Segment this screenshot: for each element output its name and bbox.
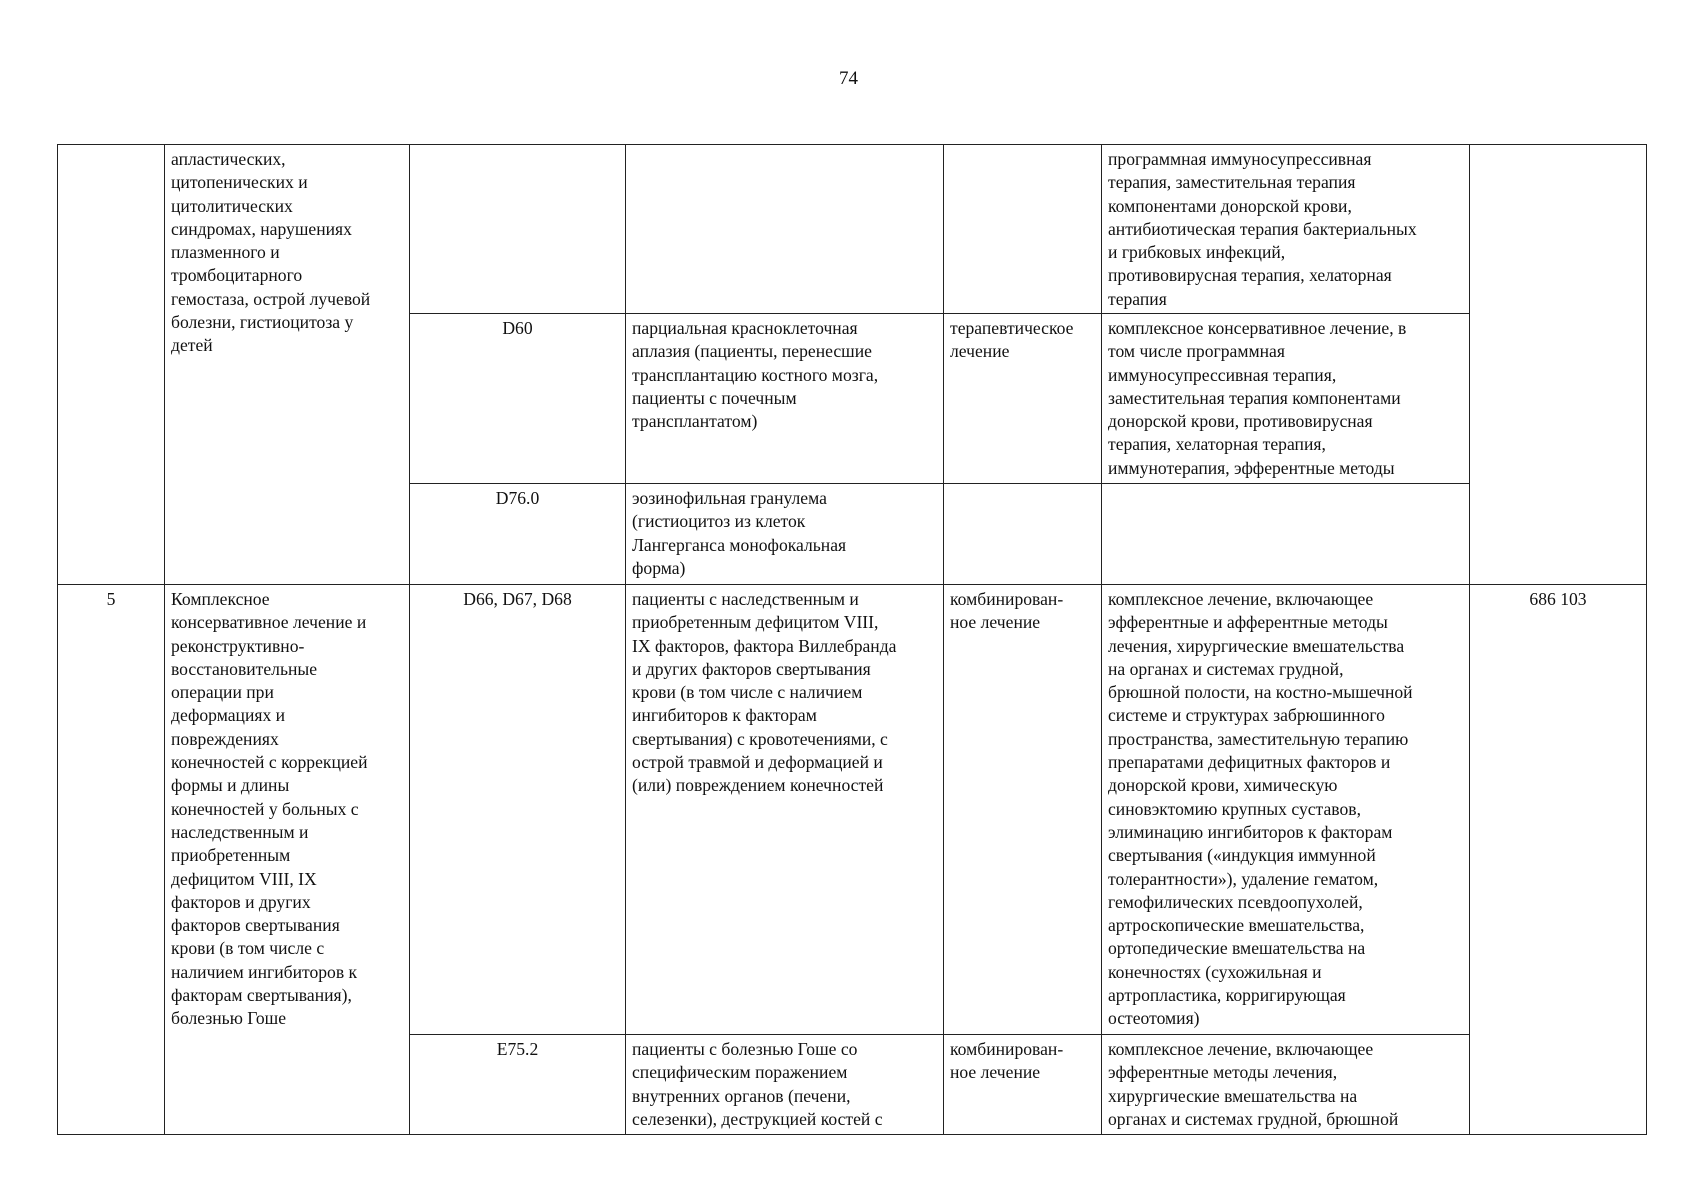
cell-text-line: комплексное лечение, включающее: [1108, 589, 1374, 609]
cell-text-line: гемостаза, острой лучевой: [171, 288, 371, 309]
cell-text-line: пациенты с наследственным и: [632, 589, 859, 609]
cost-cell: [1470, 145, 1647, 585]
cell-text-line: болезни, гистиоцитоза у: [171, 312, 354, 333]
cell-text-line: иммунотерапия, эфферентные методы: [1108, 457, 1395, 478]
cell-text-line: ное лечение: [950, 612, 1041, 633]
cell-text-line: наследственным и: [171, 821, 309, 842]
cell-text-line: толерантности»), удаление гематом,: [1108, 868, 1379, 889]
cell-text-line: программная иммуносупрессивная: [1108, 149, 1372, 169]
icd-code-cell: D76.0: [410, 484, 626, 585]
cell-text-line: хирургические вмешательства на: [1108, 1085, 1358, 1106]
cell-text-line: плазменного и: [171, 242, 280, 263]
cell-text-line: антибиотическая терапия бактериальных: [1108, 218, 1417, 239]
cell-text-line: специфическим поражением: [632, 1062, 848, 1083]
cell-text-line: свертывания («индукция иммунной: [1108, 845, 1376, 866]
treatment-type-cell: [944, 585, 1102, 1035]
cell-text-line: органах и системах грудной, брюшной: [1108, 1108, 1399, 1129]
cell-text-line: свертывания) с кровотечениями, с: [632, 728, 888, 749]
cell-text-line: формы и длины: [171, 775, 290, 796]
cell-text-line: эфферентные и афферентные методы: [1108, 612, 1388, 633]
treatment-type-cell: [944, 1035, 1102, 1135]
cell-text-line: гемофилических псевдоопухолей,: [1108, 891, 1363, 912]
cell-text-line: противовирусная терапия, хелаторная: [1108, 265, 1392, 286]
cell-text-line: форма): [632, 557, 686, 578]
cell-text-line: и других факторов свертывания: [632, 658, 871, 679]
cell-text-line: факторов и других: [171, 891, 311, 912]
table-row: [58, 585, 1647, 1035]
cell-text-line: Лангерганса монофокальная: [632, 534, 847, 555]
patient-model-cell: [626, 314, 944, 484]
cell-text-line: эфферентные методы лечения,: [1108, 1062, 1338, 1083]
cell-text-line: реконструктивно-: [171, 635, 305, 656]
treatment-method-cell: [1102, 145, 1470, 314]
cell-text-line: цитолитических: [171, 195, 293, 216]
cell-text-line: трансплантатом): [632, 411, 758, 432]
patient-model-cell: [626, 1035, 944, 1135]
cell-text-line: эозинофильная гранулема: [632, 488, 827, 508]
cell-text-line: операции при: [171, 682, 274, 703]
cell-text-line: аплазия (пациенты, перенесшие: [632, 341, 872, 362]
cell-text-line: детей: [171, 335, 213, 356]
cell-text-line: пространства, заместительную терапию: [1108, 728, 1409, 749]
cell-text-line: восстановительные: [171, 658, 318, 679]
cell-text-line: артропластика, корригирующая: [1108, 985, 1346, 1006]
cell-text-line: острой травмой и деформацией и: [632, 752, 883, 773]
cell-text-line: артроскопические вмешательства,: [1108, 915, 1365, 936]
cell-text-line: остеотомия): [1108, 1008, 1200, 1029]
cell-text-line: селезенки), деструкцией костей с: [632, 1108, 883, 1129]
cell-text-line: ное лечение: [950, 1062, 1041, 1083]
treatment-method-cell: [1102, 585, 1470, 1035]
patient-model-cell: [626, 145, 944, 314]
cell-text-line: комплексное консервативное лечение, в: [1108, 318, 1407, 338]
row-number-cell: 5: [58, 585, 165, 1135]
cell-text-line: ингибиторов к факторам: [632, 705, 817, 726]
cell-text-line: внутренних органов (печени,: [632, 1085, 851, 1106]
cell-text-line: комбинирован-: [950, 1039, 1064, 1059]
cell-text-line: конечностей с коррекцией: [171, 752, 368, 773]
cell-text-line: на органах и системах грудной,: [1108, 658, 1344, 679]
cell-text-line: консервативное лечение и: [171, 612, 367, 633]
cell-text-line: наличием ингибиторов к: [171, 961, 358, 982]
cell-text-line: приобретенным: [171, 845, 291, 866]
cell-text-line: (гистиоцитоз из клеток: [632, 511, 806, 532]
treatment-method-cell: [1102, 314, 1470, 484]
treatment-type-cell: [944, 145, 1102, 314]
cell-text-line: терапевтическое: [950, 318, 1074, 338]
cell-text-line: терапия, заместительная терапия: [1108, 172, 1356, 193]
cell-text-line: болезнью Гоше: [171, 1008, 287, 1029]
cell-text-line: конечностей у больных с: [171, 798, 359, 819]
cell-text-line: IX факторов, фактора Виллебранда: [632, 635, 897, 656]
icd-code-cell: D66, D67, D68: [410, 585, 626, 1035]
cell-text-line: крови (в том числе с наличием: [632, 682, 863, 703]
cell-text-line: пациенты с почечным: [632, 387, 797, 408]
table-row: [58, 145, 1647, 314]
care-name-cell: [165, 585, 410, 1135]
care-name-cell: [165, 145, 410, 585]
cell-text-line: комплексное лечение, включающее: [1108, 1039, 1374, 1059]
cell-text-line: препаратами дефицитных факторов и: [1108, 752, 1391, 773]
cell-text-line: комбинирован-: [950, 589, 1064, 609]
treatment-type-cell: [944, 484, 1102, 585]
cell-text-line: трансплантацию костного мозга,: [632, 364, 879, 385]
cell-text-line: синовэктомию крупных суставов,: [1108, 798, 1361, 819]
cell-text-line: компонентами донорской крови,: [1108, 195, 1352, 216]
treatment-type-cell: [944, 314, 1102, 484]
cell-text-line: терапия, хелаторная терапия,: [1108, 434, 1326, 455]
medical-care-table: [57, 144, 1647, 1135]
cell-text-line: иммуносупрессивная терапия,: [1108, 364, 1337, 385]
cell-text-line: лечения, хирургические вмешательства: [1108, 635, 1405, 656]
icd-code-cell: D60: [410, 314, 626, 484]
treatment-method-cell: [1102, 484, 1470, 585]
cell-text-line: элиминацию ингибиторов к факторам: [1108, 821, 1393, 842]
cell-text-line: конечностях (сухожильная и: [1108, 961, 1322, 982]
cell-text-line: том числе программная: [1108, 341, 1285, 362]
cell-text-line: и грибковых инфекций,: [1108, 242, 1286, 263]
cell-text-line: крови (в том числе с: [171, 938, 325, 959]
cell-text-line: донорской крови, химическую: [1108, 775, 1338, 796]
cell-text-line: системе и структурах забрюшинного: [1108, 705, 1385, 726]
icd-code-cell: [410, 145, 626, 314]
page-number: 74: [839, 68, 858, 89]
cell-text-line: тромбоцитарного: [171, 265, 303, 286]
cell-text-line: повреждениях: [171, 728, 279, 749]
treatment-method-cell: [1102, 1035, 1470, 1135]
cell-text-line: терапия: [1108, 288, 1167, 309]
row-number-cell: [58, 145, 165, 585]
cell-text-line: пациенты с болезнью Гоше со: [632, 1039, 858, 1059]
cell-text-line: апластических,: [171, 149, 286, 169]
cell-text-line: парциальная красноклеточная: [632, 318, 858, 338]
cell-text-line: дефицитом VIII, IX: [171, 868, 317, 889]
patient-model-cell: [626, 585, 944, 1035]
cell-text-line: брюшной полости, на костно-мышечной: [1108, 682, 1413, 703]
cell-text-line: лечение: [950, 341, 1010, 362]
cell-text-line: (или) повреждением конечностей: [632, 775, 884, 796]
cell-text-line: деформациях и: [171, 705, 286, 726]
cell-text-line: факторам свертывания),: [171, 985, 352, 1006]
patient-model-cell: [626, 484, 944, 585]
cell-text-line: цитопенических и: [171, 172, 308, 193]
cell-text-line: синдромах, нарушениях: [171, 218, 352, 239]
cell-text-line: донорской крови, противовирусная: [1108, 411, 1373, 432]
cell-text-line: ортопедические вмешательства на: [1108, 938, 1366, 959]
cell-text-line: Комплексное: [171, 589, 270, 609]
cell-text-line: приобретенным дефицитом VIII,: [632, 612, 879, 633]
icd-code-cell: E75.2: [410, 1035, 626, 1135]
cell-text-line: заместительная терапия компонентами: [1108, 387, 1401, 408]
cost-cell: 686 103: [1470, 585, 1647, 1135]
cell-text-line: факторов свертывания: [171, 915, 340, 936]
